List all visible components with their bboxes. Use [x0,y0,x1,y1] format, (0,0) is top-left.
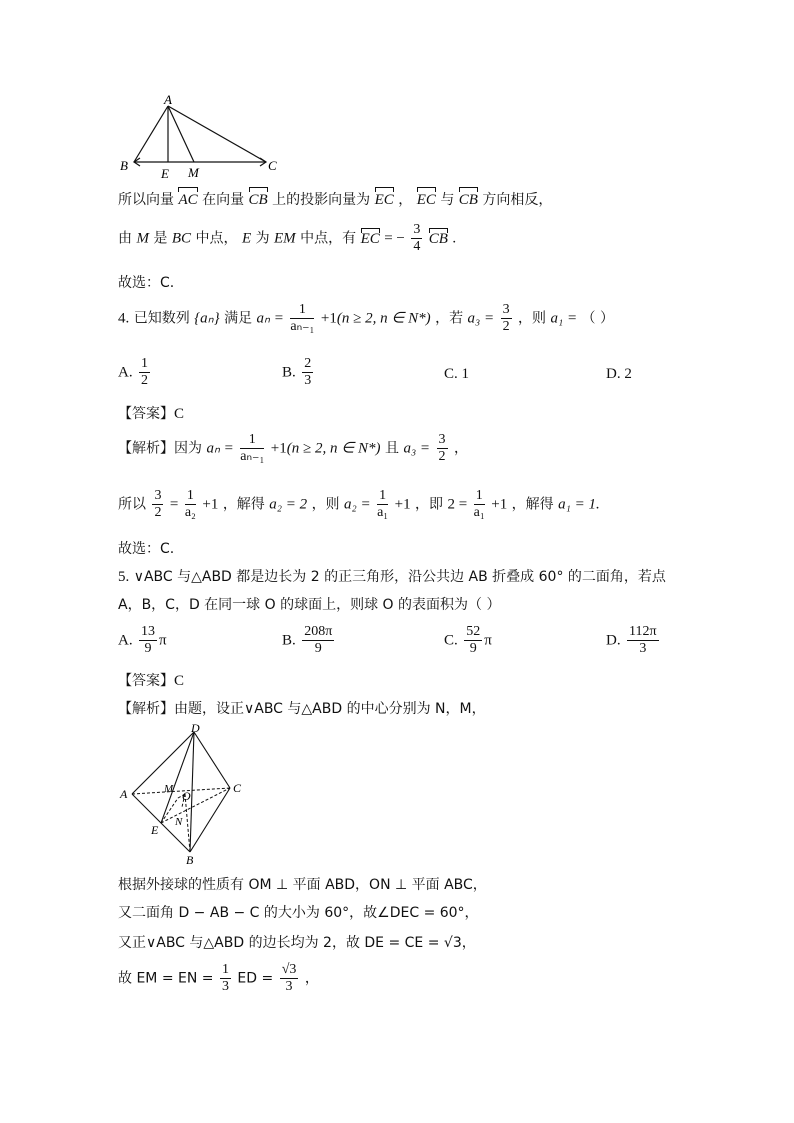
q5-analysis-line1: 【解析】由题，设正∨ABC 与△ABD 的中心分别为 N，M， [118,701,486,717]
label-N: N [175,816,183,828]
label-E: E [151,823,159,837]
q5-option-b[interactable]: B. $\frac{208\pi}{9}$ [282,624,333,656]
q4-option-a[interactable]: A. $\frac{1}{2}$ [118,356,149,388]
q5-answer: 【答案】C [118,673,185,689]
label-E: E [161,166,169,181]
label-C: C [268,158,277,173]
q5-step2: 又二面角 D − AB − C 的大小为 60°，故∠DEC = 60°， [118,905,479,921]
q4-analysis-line2: 所以 $\frac{3}{2}$ = $\frac{1}{\text{a₂}}$ +1 ，解得 a₂ = 2 ，则 a₂ = $\frac{1}{\text{a₁}}$ +1 ，即 2 = $\frac{1}{\text{a₁}}$ +1 ，解得 a₁ = 1. [118,488,600,520]
label-D: D [191,722,200,735]
q4-answer: 【答案】C [118,406,185,422]
fraction-3-4: $\frac{3}{4}$ [413,222,421,254]
label-M: M [164,783,174,795]
q4-option-c[interactable]: C. 1 [444,366,470,382]
q5-stem-line2: A，B，C，D 在同一球 O 的球面上，则球 O 的表面积为（ ） [118,597,501,613]
q5-step3: 又正∨ABC 与△ABD 的边长均为 2，故 DE = CE = √3， [118,935,476,951]
q4-option-d[interactable]: D. 2 [606,366,632,382]
q5-option-c[interactable]: C. $\frac{52}{9}$ π [444,624,492,656]
q5-stem-line1: 5. ∨ABC 与△ABD 都是边长为 2 的正三角形，沿公共边 AB 折叠成 60° 的二面角，若点 [118,569,666,585]
label-A: A [120,787,128,801]
label-O: O [182,789,191,803]
q4-choice: 故选：C. [118,541,175,557]
label-B: B [120,158,128,173]
tetrahedron-figure [118,722,258,867]
q3-choice: 故选：C. [118,275,175,291]
q5-step4: 故 EM = EN = $\frac{1}{3}$ ED = $\frac{√3}{3}$ ， [118,962,319,994]
label-M: M [188,165,199,180]
q5-option-a[interactable]: A. $\frac{13}{9}$ π [118,624,167,656]
label-B: B [186,853,194,867]
label-C: C [233,781,242,795]
projection-line: 所以向量 AC 在向量 CB 上的投影向量为 EC ， EC 与 CB 方向相反， [118,192,553,208]
q4-option-b[interactable]: B. $\frac{2}{3}$ [282,356,312,388]
label-A: A [164,92,172,107]
q5-step1: 根据外接球的性质有 OM ⊥ 平面 ABD，ON ⊥ 平面 ABC， [118,877,487,893]
midpoint-line: 由 M 是 BC 中点， E 为 EM 中点，有 EC = − $\frac{3}{4}$ CB . [118,222,457,254]
q4-analysis-line1: 【解析】因为 aₙ = $\frac{1}{\text{aₙ₋₁}}$ +1(n ≥ 2, n ∈ N*) 且 a₃ = $\frac{3}{2}$ ， [118,432,468,464]
q4-stem: 4. 已知数列 {aₙ} 满足 aₙ = $\frac{1}{\text{aₙ₋₁}}$ +1(n ≥ 2, n ∈ N*) ，若 a₃ = $\frac{3}{2}$ ，则 a₁ = （ ） [118,302,614,334]
q5-option-d[interactable]: D. $\frac{112\pi}{3}$ [606,624,657,656]
triangle-figure [118,92,288,182]
